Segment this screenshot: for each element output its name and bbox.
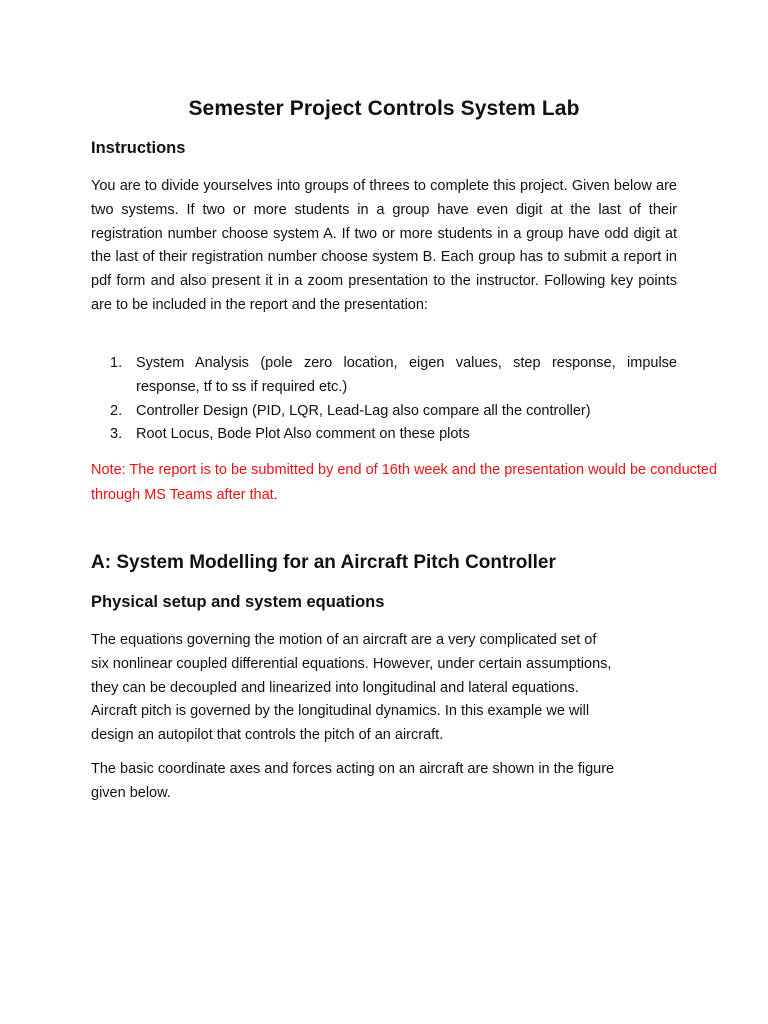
physical-setup-subheading: Physical setup and system equations: [91, 593, 385, 611]
list-item: [110, 400, 677, 424]
section-a-heading: A: System Modelling for an Aircraft Pitch Controller: [91, 552, 556, 573]
list-item-text: Controller Design (PID, LQR, Lead-Lag also compare all the controller): [136, 402, 591, 419]
intro-paragraph: You are to divide yourselves into groups of threes to complete this project. Given below are two systems. If two or more students in a group have even digit at the last of their registration number choose system A. If two or more students in a group have odd digit at the last of their registration number choose system B. Each group has to submit a report in pdf form and also present it in a zoom presentation to the instructor. Following key points are to be included in the report and the presentation:: [91, 178, 677, 313]
paragraph-line: The basic coordinate axes and forces acting on an aircraft are shown in the figure: [91, 761, 615, 777]
list-item-text: System Analysis (pole zero location, eigen values, step response, impulse response, tf to ss if required etc.): [136, 355, 677, 395]
coordinate-axes-paragraph: [91, 758, 691, 806]
list-item-number: 2.: [110, 402, 123, 419]
list-item-number: 3.: [110, 426, 123, 443]
submission-note: Note: The report is to be submitted by end of 16th week and the presentation would be conducted through MS Teams after that.: [91, 462, 718, 503]
paragraph-line: The equations governing the motion of an aircraft are a very complicated set of: [91, 632, 597, 648]
paragraph-line: design an autopilot that controls the pitch of an aircraft.: [91, 727, 444, 744]
paragraph-line: they can be decoupled and linearized into longitudinal and lateral equations.: [91, 679, 579, 696]
list-item: [110, 423, 677, 447]
paragraph-line: six nonlinear coupled differential equations. However, under certain assumptions,: [91, 655, 612, 672]
paragraph-line: given below.: [91, 784, 171, 801]
document-title: Semester Project Controls System Lab: [188, 97, 580, 120]
equations-paragraph: [91, 629, 691, 748]
instructions-heading: Instructions: [91, 139, 186, 157]
list-item-text: Root Locus, Bode Plot Also comment on these plots: [136, 426, 470, 443]
paragraph-line: Aircraft pitch is governed by the longitudinal dynamics. In this example we will: [91, 703, 590, 720]
list-item: [110, 352, 677, 400]
key-points-list: [110, 352, 677, 447]
list-item-number: 1.: [110, 355, 123, 371]
